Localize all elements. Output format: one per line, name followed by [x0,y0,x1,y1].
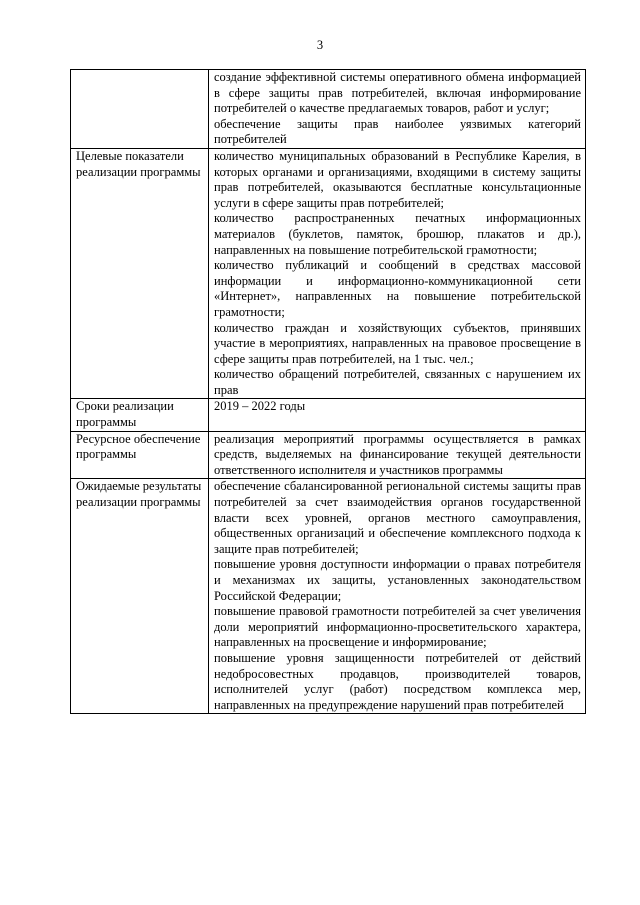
page-number: 3 [316,38,324,52]
table-row [71,70,586,149]
row-label-implementation-period: Сроки реализации программы [71,399,209,431]
row-label [71,70,209,149]
table-row [71,399,586,431]
result-paragraph: повышение уровня защищенности потребителей от действий недобросовестных продавцов, производителей товаров, исполнителей услуг (работ) посредством комплекса мер, направленных на предупреждение нарушений прав потребителей [214,650,581,712]
indicator-paragraph: количество публикаций и сообщений в средствах массовой информации и информационно-коммуникационной сети «Интернет», направленных на повышение потребительской грамотности; [214,258,581,319]
indicator-paragraph: количество распространенных печатных информационных материалов (буклетов, памяток, брошюр, плакатов и др.), направленных на повышение потребительской грамотности; [214,211,581,257]
row-content [209,431,586,479]
row-label-resource-provision: Ресурсное обеспечение программы [71,431,209,479]
table-row [71,479,586,714]
result-paragraph: повышение правовой грамотности потребителей за счет увеличения доли мероприятий информационно-просветительского характера, направленных на просвещение и информирование; [214,604,581,650]
result-paragraph: повышение уровня доступности информации о правах потребителя и механизмах их защиты, установленных законодательством Российской Федерации; [214,557,581,603]
goal-paragraph: обеспечение защиты прав наиболее уязвимых категорий потребителей [214,116,581,147]
indicator-paragraph: количество граждан и хозяйствующих субъектов, принявших участие в мероприятиях, направленных на правовое просвещение в сфере защиты прав потребителей, на 1 тыс. чел.; [214,320,581,366]
row-content [209,148,586,399]
row-content [209,70,586,149]
indicator-paragraph: количество обращений потребителей, связанных с нарушением их прав [214,367,581,397]
row-content [209,479,586,714]
row-label-expected-results: Ожидаемые результаты реализации программы [71,479,209,714]
resource-paragraph: реализация мероприятий программы осуществляется в рамках средств, выделяемых на финансирование текущей деятельности ответственного исполнителя и участников программы [214,431,581,477]
goal-paragraph: создание эффективной системы оперативного обмена информацией в сфере защиты прав потребителей, включая информирование потребителей о качестве предлагаемых товаров, работ и услуг; [214,70,581,116]
program-passport-table [70,69,586,714]
row-content [209,399,586,431]
indicator-paragraph: количество муниципальных образований в Республике Карелия, в которых органами и организациями, входящими в систему защиты прав потребителей, оказываются бесплатные консультационные услуги в сфере защиты прав потребителей; [214,148,581,210]
table-row [71,431,586,479]
period-paragraph: 2019 – 2022 годы [214,399,306,414]
table-row [71,148,586,399]
row-label-target-indicators: Целевые показатели реализации программы [71,148,209,399]
result-paragraph: обеспечение сбалансированной региональной системы защиты прав потребителей за счет взаимодействия органов государственной власти всех уровней, органов местного самоуправления, общественных организаций и обеспечение комплексного подхода к защите прав потребителей; [214,479,581,556]
